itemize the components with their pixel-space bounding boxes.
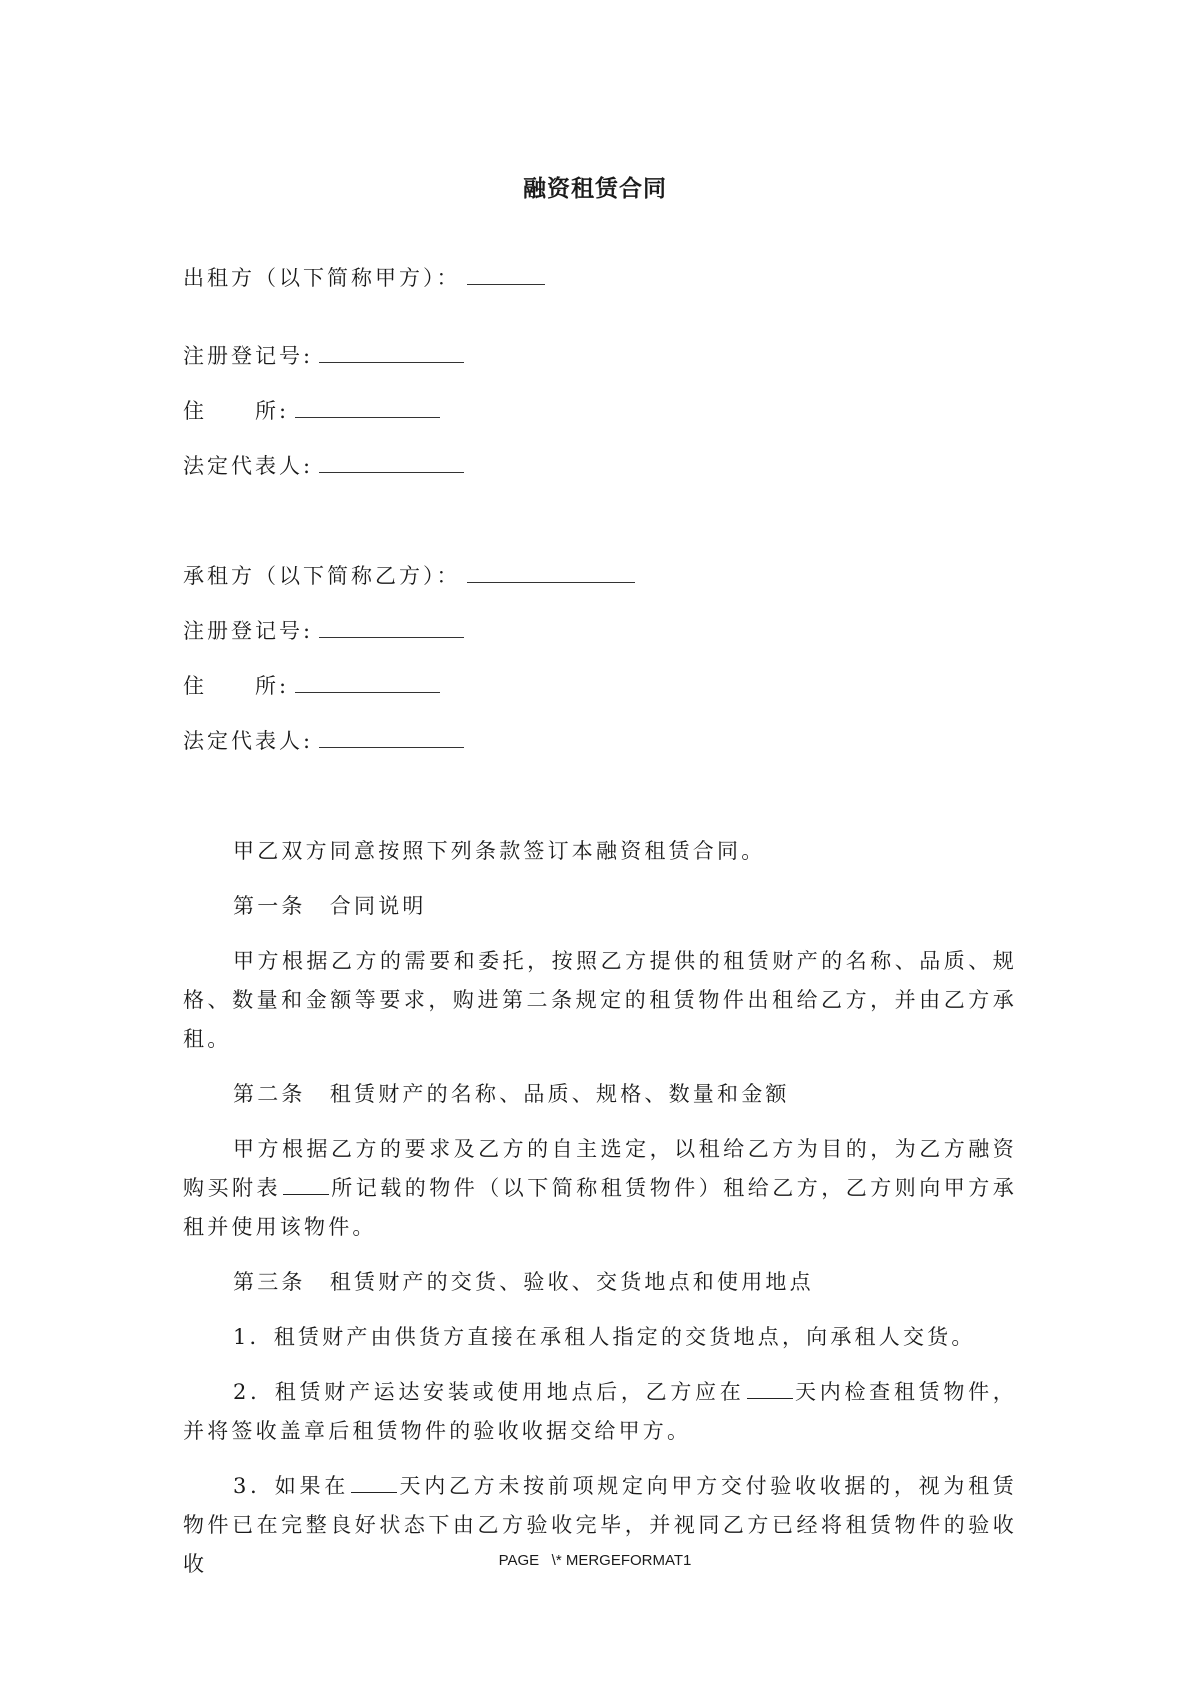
article-3-item-3-part-b: 天内乙方未按前项规定向甲方交付验收收据的，视为租赁物件已在完整良好状态下由乙方验收完毕，并视同乙方已经将租赁物件的验收收: [183, 1474, 1017, 1576]
article-3-item-2-part-b: 天内检查租赁物件，并将签收盖章后租赁物件的验收收据交给甲方。: [183, 1380, 1017, 1443]
party-b-reg-blank[interactable]: [319, 615, 464, 638]
article-3-item-3-part-a: 3．如果在: [233, 1474, 349, 1498]
party-a-reg-blank[interactable]: [319, 340, 464, 363]
contract-body: [183, 832, 1017, 1584]
article-2-body-part-b: 所记载的物件（以下简称租赁物件）租给乙方，乙方则向甲方承租并使用该物件。: [183, 1176, 1017, 1239]
party-b-address-label: 住 所:: [183, 674, 290, 698]
party-b-rep-blank[interactable]: [319, 725, 464, 748]
party-b-rep-field: [183, 725, 464, 756]
party-a-name-label: 出租方（以下简称甲方）：: [183, 266, 461, 290]
party-b-reg-label: 注册登记号:: [183, 619, 314, 643]
intro-paragraph: 甲乙双方同意按照下列条款签订本融资租赁合同。: [233, 839, 766, 863]
party-b-name-field: [183, 560, 635, 591]
article-1-heading: 第一条 合同说明: [233, 894, 427, 918]
party-b-name-label: 承租方（以下简称乙方）：: [183, 564, 461, 588]
party-a-address-field: [183, 395, 440, 426]
article-3-item-2-part-a: 2．租赁财产运达安装或使用地点后，乙方应在: [233, 1380, 745, 1404]
article-2-body-part-a: 甲方根据乙方的要求及乙方的自主选定，以租给乙方为目的，为乙方融资购买附表: [183, 1137, 1017, 1200]
party-b-address-field: [183, 670, 440, 701]
inspection-days-blank[interactable]: [747, 1376, 793, 1399]
document-title: 融资租赁合同: [523, 175, 667, 202]
article-3-heading: 第三条 租赁财产的交货、验收、交货地点和使用地点: [233, 1270, 814, 1294]
party-a-reg-field: [183, 340, 464, 371]
receipt-days-blank[interactable]: [351, 1470, 397, 1493]
party-b-reg-field: [183, 615, 464, 646]
party-a-rep-field: [183, 450, 464, 481]
article-1-body: 甲方根据乙方的需要和委托，按照乙方提供的租赁财产的名称、品质、规格、数量和金额等要求，购进第二条规定的租赁物件出租给乙方，并由乙方承租。: [183, 949, 1017, 1051]
party-b-address-blank[interactable]: [295, 670, 440, 693]
article-2-body: [183, 1130, 1017, 1247]
party-a-reg-label: 注册登记号:: [183, 344, 314, 368]
party-a-rep-label: 法定代表人:: [183, 454, 314, 478]
party-b-name-blank[interactable]: [467, 560, 635, 583]
party-a-address-blank[interactable]: [295, 395, 440, 418]
party-a-address-label: 住 所:: [183, 399, 290, 423]
party-a-rep-blank[interactable]: [319, 450, 464, 473]
party-a-name-field: [183, 262, 545, 293]
article-3-item-1: 1．租赁财产由供货方直接在承租人指定的交货地点，向承租人交货。: [233, 1325, 976, 1349]
article-2-heading: 第二条 租赁财产的名称、品质、规格、数量和金额: [233, 1082, 790, 1106]
page-footer: PAGE \* MERGEFORMAT1: [498, 1552, 692, 1569]
article-3-item-2: [183, 1373, 1017, 1451]
party-b-rep-label: 法定代表人:: [183, 729, 314, 753]
schedule-number-blank[interactable]: [283, 1172, 329, 1195]
party-a-name-blank[interactable]: [467, 262, 545, 285]
